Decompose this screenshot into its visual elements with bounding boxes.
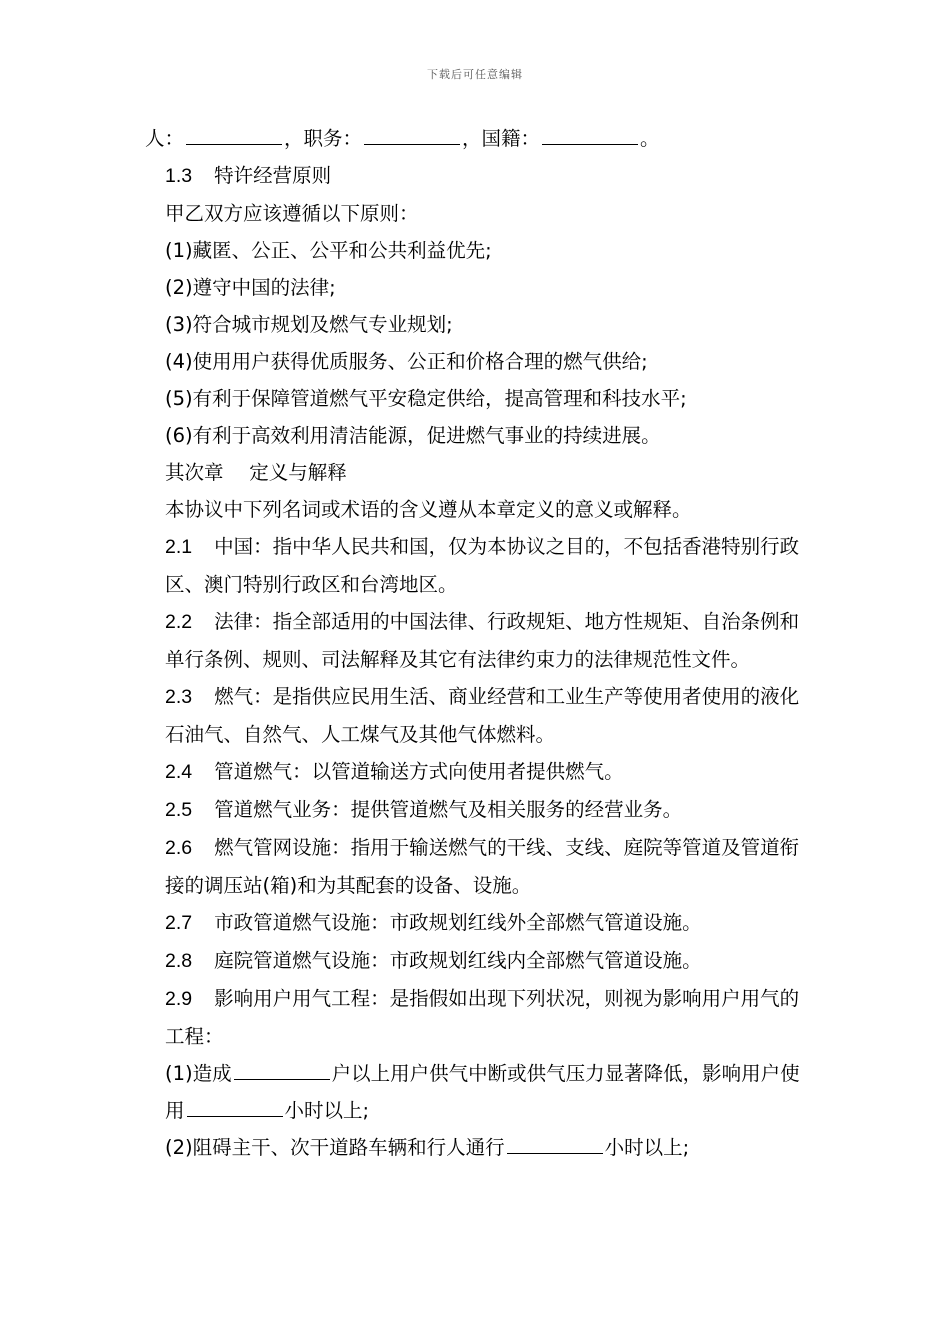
- section-number: 2.9: [165, 988, 193, 1010]
- definition-text: 管道燃气：以管道输送方式向使用者提供燃气。: [214, 760, 624, 783]
- text-fragment: 。: [640, 127, 660, 150]
- text-fragment: ，职务：: [284, 127, 363, 150]
- text-fragment: 人：: [145, 127, 185, 150]
- contact-line: [145, 120, 810, 157]
- list-item: (5)有利于保障管道燃气平安稳定供给，提高管理和科技水平;: [165, 387, 687, 410]
- list-item: (3)符合城市规划及燃气专业规划;: [165, 313, 453, 336]
- section-title: 特许经营原则: [214, 164, 332, 187]
- section-number: 1.3: [165, 165, 193, 187]
- text-fragment: (1)造成: [165, 1062, 232, 1085]
- definition-2-1: [145, 528, 810, 603]
- definition-text: 燃气管网设施：指用于输送燃气的干线、支线、庭院等管道及管道衔接的调压站(箱)和为其配套的设备、设施。: [165, 836, 800, 897]
- section-number: 2.5: [165, 799, 193, 821]
- section-number: 2.4: [165, 761, 193, 783]
- blank-field: [507, 1135, 603, 1154]
- list-item: (4)使用用户获得优质服务、公正和价格合理的燃气供给;: [165, 350, 648, 373]
- list-item: (2)遵守中国的法律;: [165, 276, 336, 299]
- list-item: [145, 1129, 810, 1166]
- definition-2-9: [145, 980, 810, 1055]
- blank-field: [542, 126, 638, 145]
- blank-field: [364, 126, 460, 145]
- definition-text: 法律：指全部适用的中国法律、行政规矩、地方性规矩、自治条例和单行条例、规则、司法解释及其它有法律约束力的法律规范性文件。: [165, 610, 800, 671]
- list-item: [145, 1055, 810, 1129]
- paragraph: 本协议中下列名词或术语的含义遵从本章定义的意义或解释。: [165, 498, 692, 521]
- section-number: 2.2: [165, 611, 193, 633]
- section-number: 2.6: [165, 837, 193, 859]
- text-fragment: 户以上用户供气中断或供气压力显著降低，影响用户使用: [165, 1062, 800, 1122]
- chapter-heading: 其次章 定义与解释: [165, 461, 347, 484]
- definition-text: 影响用户用气工程：是指假如出现下列状况，则视为影响用户用气的工程：: [165, 987, 800, 1048]
- text-fragment: ，国籍：: [462, 127, 541, 150]
- text-fragment: 小时以上;: [604, 1136, 690, 1159]
- definition-text: 庭院管道燃气设施：市政规划红线内全部燃气管道设施。: [214, 949, 702, 972]
- text-fragment: (2)阻碍主干、次干道路车辆和行人通行: [165, 1136, 505, 1159]
- section-number: 2.1: [165, 536, 193, 558]
- definition-2-7: [145, 904, 810, 942]
- document-body: [145, 120, 810, 1166]
- definition-2-6: [145, 829, 810, 904]
- page-header: 下载后可任意编辑: [427, 68, 523, 81]
- definition-text: 中国：指中华人民共和国，仅为本协议之目的，不包括香港特别行政区、澳门特别行政区和台湾地区。: [165, 535, 800, 596]
- section-heading: [145, 157, 810, 195]
- list-item: (6)有利于高效利用清洁能源，促进燃气事业的持续进展。: [165, 424, 661, 447]
- section-number: 2.3: [165, 686, 193, 708]
- definition-text: 燃气：是指供应民用生活、商业经营和工业生产等使用者使用的液化石油气、自然气、人工煤气及其他气体燃料。: [165, 685, 800, 746]
- definition-2-2: [145, 603, 810, 678]
- list-item: (1)藏匿、公正、公平和公共利益优先;: [165, 239, 492, 262]
- definition-2-3: [145, 678, 810, 753]
- definition-text: 市政管道燃气设施：市政规划红线外全部燃气管道设施。: [214, 911, 702, 934]
- definition-text: 管道燃气业务：提供管道燃气及相关服务的经营业务。: [214, 798, 683, 821]
- definition-2-4: [145, 753, 810, 791]
- section-number: 2.8: [165, 950, 193, 972]
- definition-2-8: [145, 942, 810, 980]
- blank-field: [187, 1098, 283, 1117]
- blank-field: [234, 1061, 330, 1080]
- text-fragment: 小时以上;: [284, 1099, 370, 1122]
- blank-field: [186, 126, 282, 145]
- definition-2-5: [145, 791, 810, 829]
- paragraph: 甲乙双方应该遵循以下原则：: [165, 202, 419, 225]
- section-number: 2.7: [165, 912, 193, 934]
